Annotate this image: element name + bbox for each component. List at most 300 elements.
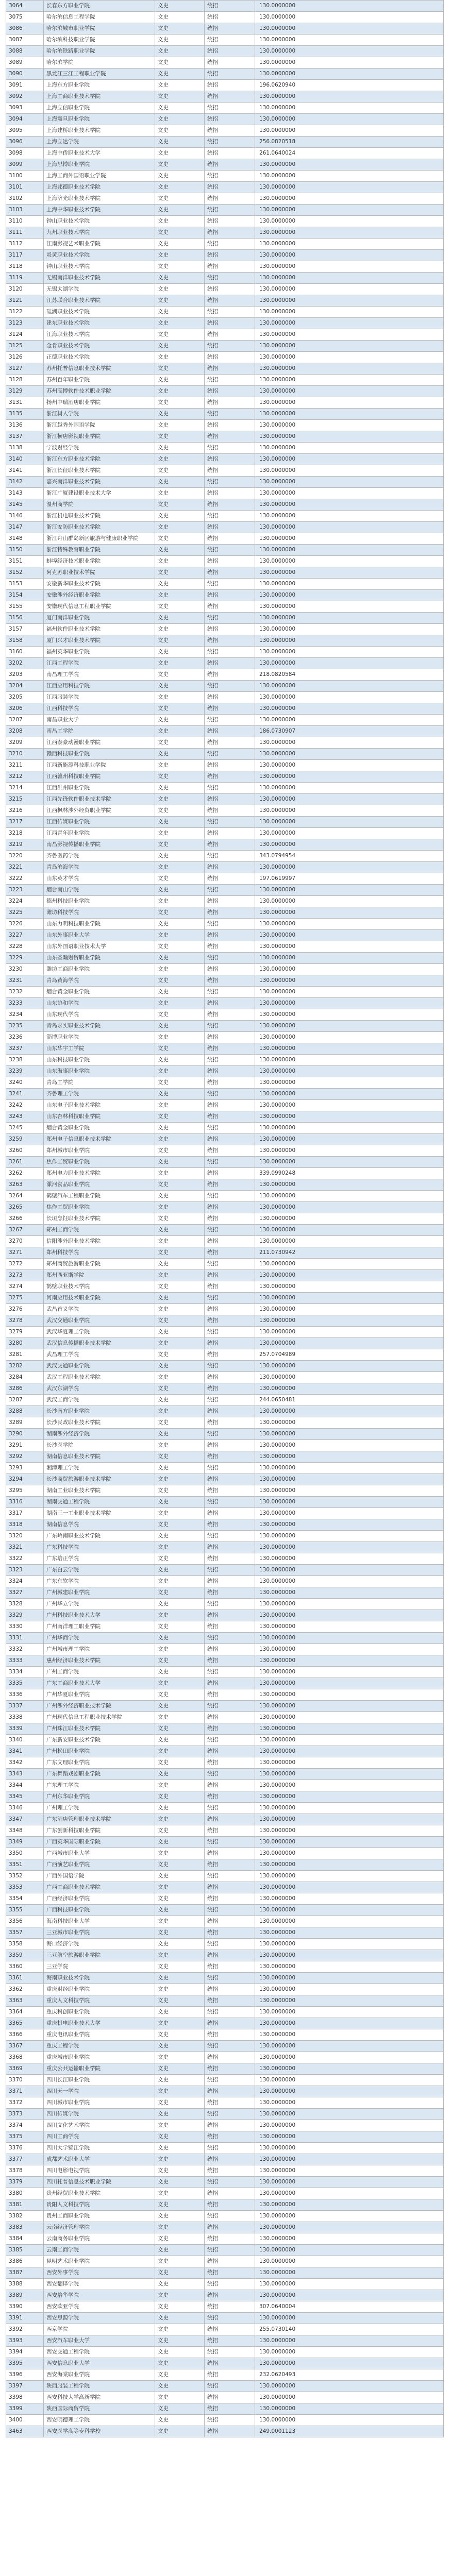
cell-code: 3351 xyxy=(6,1859,44,1871)
cell-subject: 文史 xyxy=(155,1009,205,1021)
cell-type: 统招 xyxy=(205,1814,255,1825)
cell-subject: 文史 xyxy=(155,760,205,771)
cell-code: 3118 xyxy=(6,261,44,273)
cell-type: 统招 xyxy=(205,2426,255,2437)
cell-code: 3392 xyxy=(6,2324,44,2335)
cell-school-name: 青岛滨海学院 xyxy=(44,862,155,873)
cell-type: 统招 xyxy=(205,839,255,851)
cell-type: 统招 xyxy=(205,1168,255,1179)
cell-code: 3293 xyxy=(6,1463,44,1474)
cell-code: 3344 xyxy=(6,1780,44,1791)
table-row xyxy=(6,69,444,80)
cell-school-name: 江西青年职业学院 xyxy=(44,828,155,839)
cell-code: 3090 xyxy=(6,69,44,80)
cell-type: 统招 xyxy=(205,1791,255,1803)
cell-type: 统招 xyxy=(205,1769,255,1780)
cell-school-name: 武汉华夏理工学院 xyxy=(44,1327,155,1338)
cell-school-name: 河南应用技术职业学院 xyxy=(44,1293,155,1304)
cell-school-name: 四川长江职业学院 xyxy=(44,2075,155,2086)
cell-score: 130.0000000 xyxy=(255,1780,444,1791)
cell-type: 统招 xyxy=(205,57,255,69)
cell-type: 统招 xyxy=(205,227,255,239)
table-row xyxy=(6,1757,444,1769)
cell-code: 3243 xyxy=(6,1111,44,1123)
cell-score: 130.0000000 xyxy=(255,2245,444,2256)
cell-subject: 文史 xyxy=(155,273,205,284)
cell-school-name: 上海工商职业技术学院 xyxy=(44,91,155,103)
cell-subject: 文史 xyxy=(155,2109,205,2120)
cell-school-name: 四川天一学院 xyxy=(44,2086,155,2097)
cell-type: 统招 xyxy=(205,1825,255,1837)
cell-code: 3224 xyxy=(6,896,44,907)
cell-subject: 文史 xyxy=(155,148,205,159)
cell-type: 统招 xyxy=(205,545,255,556)
cell-subject: 文史 xyxy=(155,839,205,851)
cell-school-name: 厦门兴才职业技术学院 xyxy=(44,635,155,647)
table-row xyxy=(6,1406,444,1417)
cell-code: 3102 xyxy=(6,193,44,205)
cell-code: 3146 xyxy=(6,511,44,522)
cell-type: 统招 xyxy=(205,1055,255,1066)
cell-code: 3276 xyxy=(6,1304,44,1315)
cell-code: 3154 xyxy=(6,590,44,601)
cell-code: 3206 xyxy=(6,703,44,715)
cell-subject: 文史 xyxy=(155,1825,205,1837)
cell-code: 3075 xyxy=(6,12,44,23)
table-row xyxy=(6,375,444,386)
cell-code: 3135 xyxy=(6,409,44,420)
cell-code: 3348 xyxy=(6,1825,44,1837)
table-row xyxy=(6,2324,444,2335)
cell-subject: 文史 xyxy=(155,1553,205,1565)
cell-code: 3339 xyxy=(6,1723,44,1735)
cell-code: 3354 xyxy=(6,1893,44,1905)
cell-code: 3271 xyxy=(6,1247,44,1259)
cell-subject: 文史 xyxy=(155,2245,205,2256)
cell-school-name: 烟台南山学院 xyxy=(44,885,155,896)
cell-code: 3400 xyxy=(6,2415,44,2426)
cell-school-name: 广东新安职业技术学院 xyxy=(44,1735,155,1746)
cell-school-name: 西安培华学院 xyxy=(44,2290,155,2301)
cell-school-name: 重庆公共运输职业学院 xyxy=(44,2063,155,2075)
table-row xyxy=(6,590,444,601)
cell-school-name: 广东理工学院 xyxy=(44,1780,155,1791)
cell-score: 130.0000000 xyxy=(255,907,444,919)
table-row xyxy=(6,771,444,783)
cell-code: 3340 xyxy=(6,1735,44,1746)
cell-subject: 文史 xyxy=(155,1055,205,1066)
cell-school-name: 湘潭理工学院 xyxy=(44,1463,155,1474)
table-row xyxy=(6,737,444,749)
cell-type: 统招 xyxy=(205,1100,255,1111)
cell-school-name: 烟台黄金职业学院 xyxy=(44,987,155,998)
cell-type: 统招 xyxy=(205,975,255,987)
cell-type: 统招 xyxy=(205,2131,255,2143)
cell-school-name: 上海东方职业学院 xyxy=(44,80,155,91)
table-row xyxy=(6,1474,444,1485)
cell-subject: 文史 xyxy=(155,57,205,69)
cell-code: 3155 xyxy=(6,601,44,613)
cell-code: 3365 xyxy=(6,2018,44,2029)
cell-score: 218.0820584 xyxy=(255,669,444,681)
cell-code: 3100 xyxy=(6,171,44,182)
table-row xyxy=(6,1451,444,1463)
table-row xyxy=(6,261,444,273)
cell-type: 统招 xyxy=(205,2063,255,2075)
cell-school-name: 苏州托普信息职业技术学院 xyxy=(44,363,155,375)
table-row xyxy=(6,1791,444,1803)
cell-school-name: 九州职业技术学院 xyxy=(44,227,155,239)
cell-type: 统招 xyxy=(205,80,255,91)
cell-code: 3157 xyxy=(6,624,44,635)
table-row xyxy=(6,284,444,295)
cell-code: 3397 xyxy=(6,2381,44,2392)
table-row xyxy=(6,817,444,828)
cell-subject: 文史 xyxy=(155,522,205,533)
cell-code: 3122 xyxy=(6,307,44,318)
cell-type: 统招 xyxy=(205,1508,255,1519)
table-row xyxy=(6,2369,444,2381)
cell-school-name: 南昌工学院 xyxy=(44,726,155,737)
cell-school-name: 鹤壁汽车工程职业学院 xyxy=(44,1191,155,1202)
table-row xyxy=(6,250,444,261)
cell-code: 3342 xyxy=(6,1757,44,1769)
cell-subject: 文史 xyxy=(155,1905,205,1916)
cell-school-name: 广东酒店管理职业技术学院 xyxy=(44,1814,155,1825)
cell-school-name: 青岛工学院 xyxy=(44,1077,155,1089)
cell-score: 130.0000000 xyxy=(255,443,444,454)
cell-school-name: 潍坊科技学院 xyxy=(44,907,155,919)
cell-subject: 文史 xyxy=(155,1950,205,1961)
cell-score: 130.0000000 xyxy=(255,1723,444,1735)
cell-score: 130.0000000 xyxy=(255,2392,444,2403)
table-row xyxy=(6,1497,444,1508)
cell-score: 130.0000000 xyxy=(255,57,444,69)
cell-score: 130.0000000 xyxy=(255,919,444,930)
cell-school-name: 三亚城市职业学院 xyxy=(44,1927,155,1939)
cell-subject: 文史 xyxy=(155,715,205,726)
cell-score: 130.0000000 xyxy=(255,1236,444,1247)
cell-school-name: 广西外国语学院 xyxy=(44,1871,155,1882)
cell-code: 3218 xyxy=(6,828,44,839)
cell-code: 3395 xyxy=(6,2358,44,2369)
cell-school-name: 海口经济学院 xyxy=(44,1939,155,1950)
cell-code: 3158 xyxy=(6,635,44,647)
cell-school-name: 广州华夏职业学院 xyxy=(44,1689,155,1701)
table-row xyxy=(6,1565,444,1576)
cell-type: 统招 xyxy=(205,2097,255,2109)
cell-type: 统招 xyxy=(205,624,255,635)
cell-type: 统招 xyxy=(205,2086,255,2097)
cell-code: 3245 xyxy=(6,1123,44,1134)
cell-code: 3388 xyxy=(6,2279,44,2290)
table-row xyxy=(6,137,444,148)
cell-score: 130.0000000 xyxy=(255,125,444,137)
cell-score: 130.0000000 xyxy=(255,658,444,669)
cell-subject: 文史 xyxy=(155,2143,205,2154)
table-row xyxy=(6,2029,444,2041)
cell-code: 3338 xyxy=(6,1712,44,1723)
cell-school-name: 上海工商外国语职业学院 xyxy=(44,171,155,182)
table-row xyxy=(6,2154,444,2165)
cell-score: 130.0000000 xyxy=(255,579,444,590)
cell-code: 3129 xyxy=(6,386,44,397)
cell-code: 3358 xyxy=(6,1939,44,1950)
cell-subject: 文史 xyxy=(155,239,205,250)
cell-score: 130.0000000 xyxy=(255,454,444,465)
table-row xyxy=(6,533,444,545)
cell-score: 130.0000000 xyxy=(255,1145,444,1157)
cell-school-name: 广州华立学院 xyxy=(44,1599,155,1610)
cell-subject: 文史 xyxy=(155,590,205,601)
table-row xyxy=(6,1950,444,1961)
cell-type: 统招 xyxy=(205,1497,255,1508)
cell-type: 统招 xyxy=(205,2018,255,2029)
cell-code: 3463 xyxy=(6,2426,44,2437)
cell-type: 统招 xyxy=(205,114,255,125)
cell-school-name: 广西科技职业学院 xyxy=(44,1905,155,1916)
table-row xyxy=(6,681,444,692)
cell-subject: 文史 xyxy=(155,658,205,669)
cell-type: 统招 xyxy=(205,1043,255,1055)
cell-type: 统招 xyxy=(205,1916,255,1927)
cell-subject: 文史 xyxy=(155,182,205,193)
cell-code: 3160 xyxy=(6,647,44,658)
cell-type: 统招 xyxy=(205,1723,255,1735)
table-row xyxy=(6,1814,444,1825)
cell-subject: 文史 xyxy=(155,1406,205,1417)
table-row xyxy=(6,1667,444,1678)
cell-school-name: 三亚航空旅游职业学院 xyxy=(44,1950,155,1961)
cell-school-name: 齐鲁理工学院 xyxy=(44,1089,155,1100)
cell-subject: 文史 xyxy=(155,1168,205,1179)
cell-code: 3350 xyxy=(6,1848,44,1859)
cell-school-name: 湖南涉外经济学院 xyxy=(44,1429,155,1440)
cell-code: 3367 xyxy=(6,2041,44,2052)
cell-code: 3331 xyxy=(6,1633,44,1644)
table-row xyxy=(6,1372,444,1383)
table-row xyxy=(6,1191,444,1202)
cell-subject: 文史 xyxy=(155,545,205,556)
cell-code: 3237 xyxy=(6,1043,44,1055)
cell-code: 3330 xyxy=(6,1621,44,1633)
cell-type: 统招 xyxy=(205,1848,255,1859)
cell-code: 3225 xyxy=(6,907,44,919)
table-row xyxy=(6,205,444,216)
cell-code: 3240 xyxy=(6,1077,44,1089)
cell-score: 130.0000000 xyxy=(255,261,444,273)
cell-type: 统招 xyxy=(205,1372,255,1383)
cell-type: 统招 xyxy=(205,533,255,545)
cell-score: 130.0000000 xyxy=(255,1451,444,1463)
cell-school-name: 广西工商职业技术学院 xyxy=(44,1882,155,1893)
cell-code: 3259 xyxy=(6,1134,44,1145)
cell-score: 130.0000000 xyxy=(255,1100,444,1111)
cell-subject: 文史 xyxy=(155,80,205,91)
cell-score: 130.0000000 xyxy=(255,91,444,103)
table-row xyxy=(6,2313,444,2324)
cell-school-name: 广州珠江职业技术学院 xyxy=(44,1723,155,1735)
cell-school-name: 重庆财经职业学院 xyxy=(44,1984,155,1995)
cell-score: 130.0000000 xyxy=(255,1270,444,1281)
cell-score: 130.0000000 xyxy=(255,533,444,545)
cell-score: 130.0000000 xyxy=(255,1814,444,1825)
cell-score: 130.0000000 xyxy=(255,1667,444,1678)
cell-score: 130.0000000 xyxy=(255,1837,444,1848)
cell-score: 130.0000000 xyxy=(255,1712,444,1723)
cell-score: 130.0000000 xyxy=(255,250,444,261)
table-row xyxy=(6,2290,444,2301)
cell-subject: 文史 xyxy=(155,2029,205,2041)
cell-type: 统招 xyxy=(205,454,255,465)
cell-subject: 文史 xyxy=(155,1667,205,1678)
cell-code: 3227 xyxy=(6,930,44,941)
cell-type: 统招 xyxy=(205,1361,255,1372)
cell-score: 130.0000000 xyxy=(255,2290,444,2301)
cell-score: 130.0000000 xyxy=(255,737,444,749)
cell-type: 统招 xyxy=(205,1587,255,1599)
cell-score: 130.0000000 xyxy=(255,1961,444,1973)
table-row xyxy=(6,1077,444,1089)
cell-score: 130.0000000 xyxy=(255,1213,444,1225)
cell-subject: 文史 xyxy=(155,794,205,805)
cell-type: 统招 xyxy=(205,352,255,363)
cell-score: 130.0000000 xyxy=(255,341,444,352)
table-row xyxy=(6,1633,444,1644)
cell-code: 3238 xyxy=(6,1055,44,1066)
cell-subject: 文史 xyxy=(155,2211,205,2222)
cell-school-name: 长沙医学院 xyxy=(44,1440,155,1451)
cell-school-name: 长沙民政职业技术学院 xyxy=(44,1417,155,1429)
cell-school-name: 江南影视艺术职业学院 xyxy=(44,239,155,250)
cell-subject: 文史 xyxy=(155,941,205,953)
cell-type: 统招 xyxy=(205,601,255,613)
cell-subject: 文史 xyxy=(155,35,205,46)
table-row xyxy=(6,2222,444,2233)
cell-school-name: 江西工程学院 xyxy=(44,658,155,669)
table-row xyxy=(6,318,444,329)
cell-code: 3375 xyxy=(6,2131,44,2143)
cell-type: 统招 xyxy=(205,1973,255,1984)
cell-school-name: 贵阳人文科技学院 xyxy=(44,2199,155,2211)
cell-code: 3111 xyxy=(6,227,44,239)
table-row xyxy=(6,987,444,998)
cell-code: 3147 xyxy=(6,522,44,533)
cell-score: 130.0000000 xyxy=(255,590,444,601)
cell-code: 3138 xyxy=(6,443,44,454)
table-row xyxy=(6,1123,444,1134)
cell-subject: 文史 xyxy=(155,1361,205,1372)
cell-subject: 文史 xyxy=(155,1327,205,1338)
cell-code: 3265 xyxy=(6,1202,44,1213)
cell-score: 130.0000000 xyxy=(255,703,444,715)
cell-school-name: 上海建桥职业技术学院 xyxy=(44,125,155,137)
cell-type: 统招 xyxy=(205,341,255,352)
cell-code: 3327 xyxy=(6,1587,44,1599)
cell-score: 130.0000000 xyxy=(255,1633,444,1644)
cell-subject: 文史 xyxy=(155,431,205,443)
cell-code: 3230 xyxy=(6,964,44,975)
table-row xyxy=(6,2131,444,2143)
cell-type: 统招 xyxy=(205,1463,255,1474)
cell-type: 统招 xyxy=(205,1077,255,1089)
cell-subject: 文史 xyxy=(155,2188,205,2199)
cell-subject: 文史 xyxy=(155,1791,205,1803)
cell-score: 130.0000000 xyxy=(255,465,444,477)
cell-school-name: 西安汽车职业大学 xyxy=(44,2335,155,2347)
cell-type: 统招 xyxy=(205,182,255,193)
cell-subject: 文史 xyxy=(155,1961,205,1973)
cell-score: 130.0000000 xyxy=(255,805,444,817)
cell-school-name: 嘉兴南洋职业技术学院 xyxy=(44,477,155,488)
cell-type: 统招 xyxy=(205,2188,255,2199)
cell-code: 3262 xyxy=(6,1168,44,1179)
table-row xyxy=(6,409,444,420)
cell-subject: 文史 xyxy=(155,1202,205,1213)
cell-score: 130.0000000 xyxy=(255,114,444,125)
cell-score: 130.0000000 xyxy=(255,749,444,760)
cell-school-name: 青岛黄海学院 xyxy=(44,975,155,987)
cell-subject: 文史 xyxy=(155,817,205,828)
cell-code: 3223 xyxy=(6,885,44,896)
cell-type: 统招 xyxy=(205,817,255,828)
cell-subject: 文史 xyxy=(155,2120,205,2131)
cell-school-name: 重庆工程学院 xyxy=(44,2041,155,2052)
cell-school-name: 广州科技职业技术大学 xyxy=(44,1610,155,1621)
cell-subject: 文史 xyxy=(155,1565,205,1576)
cell-subject: 文史 xyxy=(155,1746,205,1757)
cell-score: 130.0000000 xyxy=(255,1009,444,1021)
table-row xyxy=(6,1678,444,1689)
cell-score: 130.0000000 xyxy=(255,681,444,692)
cell-subject: 文史 xyxy=(155,2358,205,2369)
cell-subject: 文史 xyxy=(155,2075,205,2086)
cell-type: 统招 xyxy=(205,2392,255,2403)
cell-subject: 文史 xyxy=(155,862,205,873)
cell-score: 130.0000000 xyxy=(255,2381,444,2392)
table-row xyxy=(6,1587,444,1599)
cell-code: 3371 xyxy=(6,2086,44,2097)
table-row xyxy=(6,148,444,159)
table-row xyxy=(6,2075,444,2086)
cell-subject: 文史 xyxy=(155,681,205,692)
cell-type: 统招 xyxy=(205,1939,255,1950)
cell-type: 统招 xyxy=(205,1021,255,1032)
cell-code: 3220 xyxy=(6,851,44,862)
table-row xyxy=(6,2279,444,2290)
table-row xyxy=(6,1621,444,1633)
table-row xyxy=(6,1134,444,1145)
cell-score: 130.0000000 xyxy=(255,2165,444,2177)
cell-type: 统招 xyxy=(205,885,255,896)
cell-type: 统招 xyxy=(205,1599,255,1610)
cell-type: 统招 xyxy=(205,647,255,658)
cell-type: 统招 xyxy=(205,2041,255,2052)
cell-subject: 文史 xyxy=(155,1803,205,1814)
cell-subject: 文史 xyxy=(155,783,205,794)
cell-type: 统招 xyxy=(205,771,255,783)
cell-score: 130.0000000 xyxy=(255,1995,444,2007)
cell-subject: 文史 xyxy=(155,2415,205,2426)
cell-score: 130.0000000 xyxy=(255,998,444,1009)
cell-code: 3335 xyxy=(6,1678,44,1689)
cell-score: 130.0000000 xyxy=(255,1859,444,1871)
cell-code: 3382 xyxy=(6,2211,44,2222)
cell-type: 统招 xyxy=(205,658,255,669)
cell-type: 统招 xyxy=(205,1327,255,1338)
cell-subject: 文史 xyxy=(155,1531,205,1542)
table-row xyxy=(6,1871,444,1882)
